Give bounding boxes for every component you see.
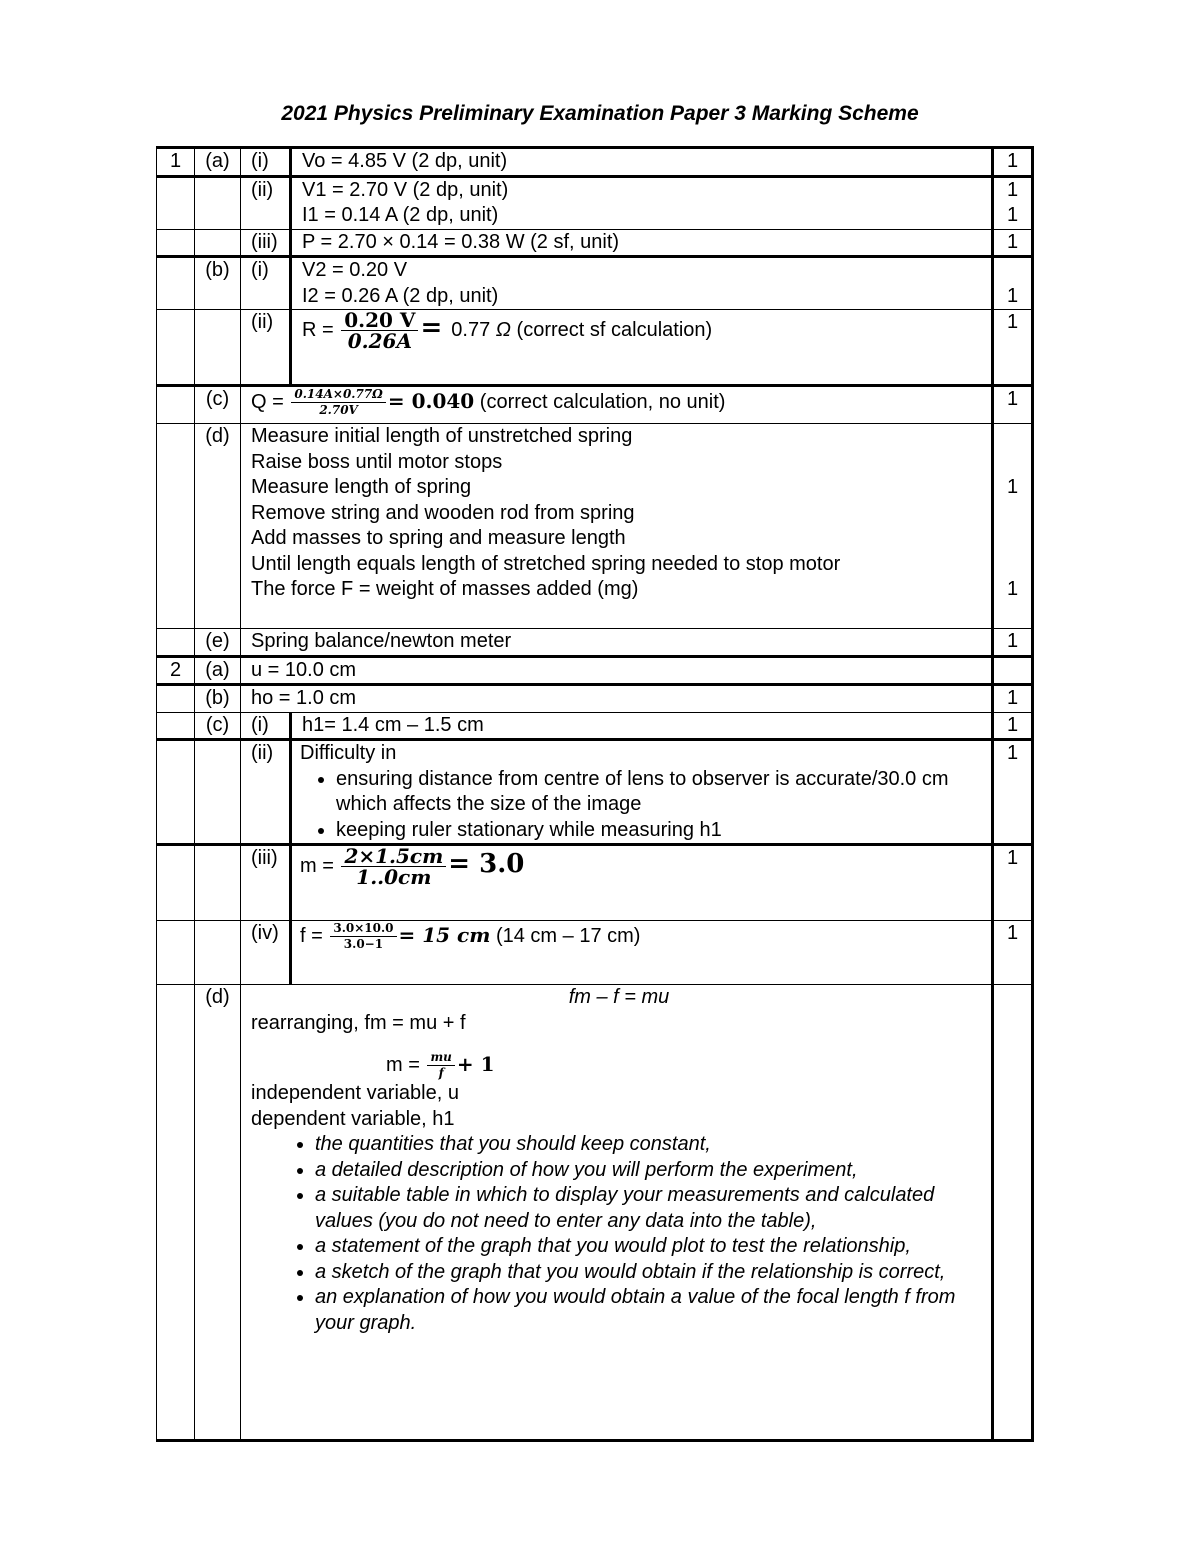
mark: 1 <box>993 921 1033 985</box>
subpart-label: (iii) <box>241 845 291 921</box>
mark <box>993 424 1033 629</box>
equation-line: rearranging, fm = mu + f <box>251 1011 466 1034</box>
part-label: (d) <box>195 985 241 1441</box>
mark-value: 1 <box>1006 578 1019 600</box>
fraction <box>427 1050 454 1081</box>
equals-sign: = <box>420 312 452 343</box>
list-item: • ensuring distance from centre of lens to observer is accurate/30.0 cm which affects the size of the image <box>336 767 987 818</box>
table-row <box>157 257 1033 310</box>
numerator: 0.14A×0.77Ω <box>291 387 386 403</box>
formula-prefix: R = <box>302 318 340 341</box>
mark <box>993 176 1033 229</box>
equation-line <box>251 1050 987 1081</box>
formula-prefix: f = <box>300 924 329 947</box>
formula-prefix: m = <box>386 1053 426 1076</box>
fraction <box>330 921 396 952</box>
mark <box>993 257 1033 310</box>
answer-planning <box>241 985 993 1441</box>
answer-text <box>291 176 993 229</box>
subpart-label: (iv) <box>241 921 291 985</box>
subpart-label: (i) <box>241 257 291 310</box>
answer-line: independent variable, u <box>251 1082 459 1104</box>
part-label: (b) <box>195 685 241 713</box>
mark: 1 <box>993 845 1033 921</box>
unit: Ω <box>495 318 511 341</box>
mark: 1 <box>993 712 1033 740</box>
table-row <box>157 985 1033 1441</box>
answer-text <box>291 257 993 310</box>
answer-formula <box>241 386 993 424</box>
result: 15 cm <box>422 922 491 947</box>
part-label: (b) <box>195 257 241 310</box>
answer-text: P = 2.70 × 0.14 = 0.38 W (2 sf, unit) <box>291 229 993 257</box>
subpart-label: (i) <box>241 148 291 177</box>
table-row <box>157 740 1033 845</box>
mark: 1 <box>993 740 1033 845</box>
formula-prefix: m = <box>300 854 340 877</box>
table-row <box>157 229 1033 257</box>
answer-text: Vo = 4.85 V (2 dp, unit) <box>291 148 993 177</box>
marking-scheme-table <box>156 146 1034 1442</box>
formula-suffix: + 1 <box>456 1051 495 1076</box>
answer-line: Measure length of spring <box>251 476 472 498</box>
list-item: • a detailed description of how you will perform the experiment, <box>315 1158 987 1184</box>
numerator: 2×1.5cm <box>341 846 446 867</box>
part-label: (c) <box>195 386 241 424</box>
denominator: 0.26A <box>347 329 412 353</box>
equals-sign: = <box>448 848 480 879</box>
table-row <box>157 148 1033 177</box>
bullet-list <box>251 1132 987 1336</box>
answer-text: h1= 1.4 cm – 1.5 cm <box>291 712 993 740</box>
answer-text <box>291 740 993 845</box>
answer-line: dependent variable, h1 <box>251 1107 455 1130</box>
table-row <box>157 845 1033 921</box>
equals-sign: = <box>398 922 423 947</box>
denominator: 1..0cm <box>356 865 432 889</box>
mark: 1 <box>993 685 1033 713</box>
subpart-label: (ii) <box>241 740 291 845</box>
answer-text: u = 10.0 cm <box>241 656 993 685</box>
table-row <box>157 685 1033 713</box>
table-row <box>157 712 1033 740</box>
part-label: (c) <box>195 712 241 740</box>
part-label: (d) <box>195 424 241 629</box>
answer-text: Spring balance/newton meter <box>241 629 993 657</box>
part-label: (a) <box>195 656 241 685</box>
equation-line: fm – f = mu <box>568 986 670 1008</box>
table-row <box>157 921 1033 985</box>
mark-value: 1 <box>1006 178 1019 201</box>
formula-prefix: Q = <box>251 390 290 413</box>
mark-value: 1 <box>1006 476 1019 498</box>
answer-formula <box>291 921 993 985</box>
list-item: • an explanation of how you would obtain a value of the focal length f from your graph. <box>315 1285 987 1336</box>
denominator: 2.70V <box>319 403 358 417</box>
table-row <box>157 656 1033 685</box>
subpart-label: (i) <box>241 712 291 740</box>
page-title: 2021 Physics Preliminary Examination Paper 3 Marking Scheme <box>281 102 919 125</box>
subpart-label: (iii) <box>241 229 291 257</box>
formula-suffix: (correct calculation, no unit) <box>474 390 726 413</box>
part-label: (e) <box>195 629 241 657</box>
answer-line: Raise boss until motor stops <box>251 450 503 473</box>
equals-sign: = <box>387 388 412 413</box>
answer-line: Remove string and wooden rod from spring <box>251 501 635 524</box>
mark: 1 <box>993 629 1033 657</box>
answer-line: V1 = 2.70 V (2 dp, unit) <box>302 178 509 201</box>
answer-formula <box>291 310 993 386</box>
denominator: 3.0−1 <box>343 937 384 951</box>
list-item: • a statement of the graph that you would plot to test the relationship, <box>315 1234 987 1260</box>
table-row <box>157 386 1033 424</box>
fraction <box>341 310 418 351</box>
answer-list <box>241 424 993 629</box>
mark-value: 1 <box>1006 204 1019 226</box>
answer-text: ho = 1.0 cm <box>241 685 993 713</box>
answer-line: I1 = 0.14 A (2 dp, unit) <box>302 204 499 226</box>
answer-line: V2 = 0.20 V <box>302 259 408 281</box>
table-row <box>157 424 1033 629</box>
numerator: 0.20 V <box>341 310 418 331</box>
list-item: • the quantities that you should keep constant, <box>315 1132 987 1158</box>
fraction <box>341 846 446 887</box>
formula-suffix: (14 cm – 17 cm) <box>490 924 641 947</box>
answer-line: The force F = weight of masses added (mg) <box>251 578 639 600</box>
mark-value: 1 <box>1006 284 1019 307</box>
bullet-list <box>300 767 987 844</box>
list-item: • keeping ruler stationary while measuring h1 <box>336 818 987 844</box>
answer-line: Difficulty in <box>300 742 397 764</box>
table-row <box>157 176 1033 229</box>
table-row <box>157 629 1033 657</box>
question-number: 1 <box>157 148 195 177</box>
mark: 1 <box>993 229 1033 257</box>
table-row <box>157 310 1033 386</box>
result: 3.0 <box>479 848 525 879</box>
subpart-label: (ii) <box>241 176 291 229</box>
subpart-label: (ii) <box>241 310 291 386</box>
list-item: • a suitable table in which to display your measurements and calculated values (you do not need to enter any data into the table), <box>315 1183 987 1234</box>
answer-line: Measure initial length of unstretched spring <box>251 425 633 447</box>
result: 0.77 <box>451 318 496 341</box>
mark: 1 <box>993 386 1033 424</box>
answer-line: Until length equals length of stretched spring needed to stop motor <box>251 552 841 575</box>
fraction <box>291 387 386 418</box>
numerator: mu <box>427 1050 454 1066</box>
answer-line: I2 = 0.26 A (2 dp, unit) <box>302 284 499 307</box>
part-label: (a) <box>195 148 241 177</box>
numerator: 3.0×10.0 <box>330 921 396 937</box>
answer-line: Add masses to spring and measure length <box>251 527 626 549</box>
question-number: 2 <box>157 656 195 685</box>
answer-formula <box>291 845 993 921</box>
result: 0.040 <box>411 388 475 413</box>
mark: 1 <box>993 310 1033 386</box>
list-item: • a sketch of the graph that you would obtain if the relationship is correct, <box>315 1260 987 1286</box>
mark: 1 <box>993 148 1033 177</box>
formula-suffix: (correct sf calculation) <box>511 318 713 341</box>
denominator: f <box>438 1066 444 1080</box>
